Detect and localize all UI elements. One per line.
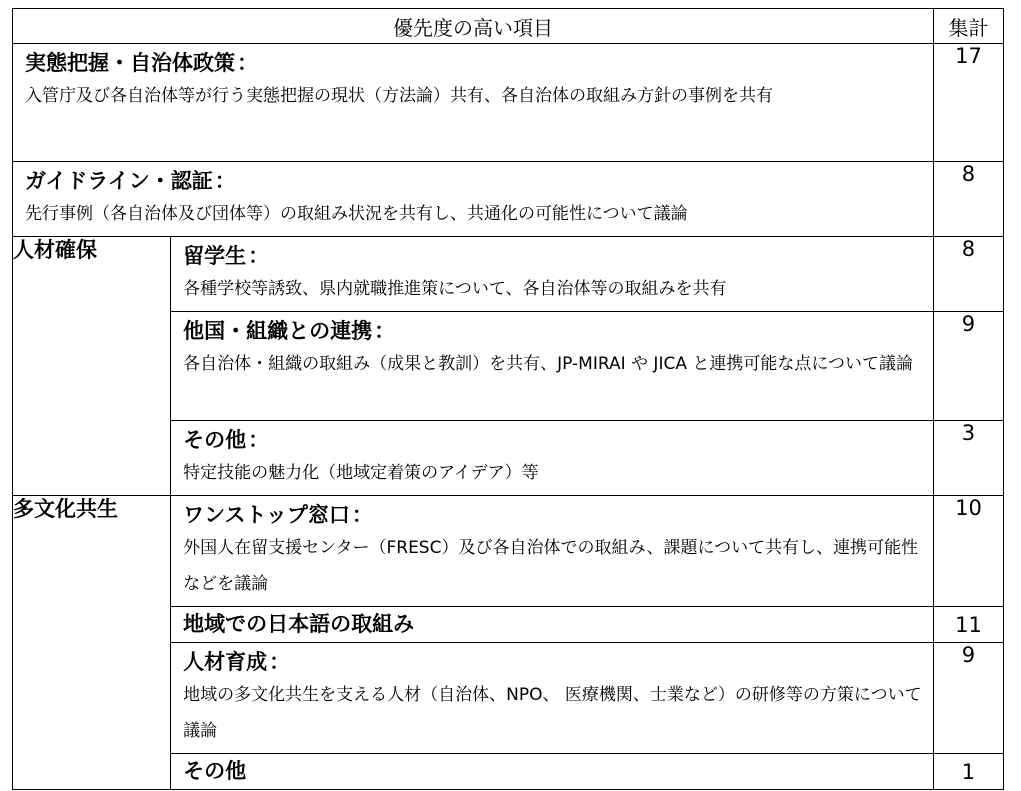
row-count: 9: [933, 643, 1003, 754]
row-cell: [171, 312, 934, 421]
row-title-colon: ：: [269, 650, 291, 674]
row-cell: [13, 162, 934, 237]
row-cell: [171, 421, 934, 496]
row-cell: [171, 754, 934, 790]
row-description: 先行事例（各自治体及び団体等）の取組み状況を共有し、共通化の可能性について議論: [25, 204, 688, 224]
row-title-colon: ：: [248, 244, 270, 268]
table-row: [13, 237, 1004, 312]
priority-table: [12, 8, 1004, 790]
row-count: 8: [933, 162, 1003, 237]
row-cell: [171, 237, 934, 312]
row-title: その他: [183, 759, 247, 783]
row-description: 入管庁及び各自治体等が行う実態把握の現状（方法論）共有、各自治体の取組み方針の事例を共有: [25, 86, 773, 106]
row-title: [13, 162, 933, 196]
row-title: [171, 496, 933, 530]
row-title: 地域での日本語の取組み: [183, 612, 415, 636]
row-title-colon: ：: [214, 169, 236, 193]
count-header: 集計: [933, 9, 1003, 44]
row-cell: [171, 607, 934, 643]
item-header: 優先度の高い項目: [13, 9, 934, 44]
row-count: 9: [933, 312, 1003, 421]
row-description: 特定技能の魅力化（地域定着策のアイデア）等: [183, 463, 539, 483]
row-title: [171, 312, 933, 346]
row-cell: [171, 496, 934, 607]
row-title-colon: ：: [248, 428, 270, 452]
row-count: 1: [933, 754, 1003, 790]
row-title: [171, 643, 933, 677]
row-title-text: ワンストップ窓口: [183, 503, 350, 527]
table-row: [13, 162, 1004, 237]
category-cell: 人材確保: [13, 237, 171, 496]
row-count: 11: [933, 607, 1003, 643]
table-row: [13, 496, 1004, 607]
row-cell: [13, 44, 934, 162]
row-cell: [171, 643, 934, 754]
row-description: 各自治体・組織の取組み（成果と教訓）を共有、JP-MIRAI や JICA と連携可能な点について議論: [183, 354, 914, 374]
row-count: 3: [933, 421, 1003, 496]
row-title: [13, 44, 933, 78]
row-title: [171, 237, 933, 271]
row-title-text: 留学生: [183, 244, 247, 268]
row-title-text: 他国・組織との連携: [183, 319, 373, 343]
row-title-colon: ：: [237, 51, 258, 75]
row-description: 地域の多文化共生を支える人材（自治体、NPO、 医療機関、士業など）の研修等の方策について議論: [183, 685, 922, 741]
category-cell: 多文化共生: [13, 496, 171, 790]
row-title: [171, 421, 933, 455]
row-title-colon: ：: [374, 319, 396, 343]
row-title-colon: ：: [351, 503, 373, 527]
row-title-text: 実態把握・自治体政策: [25, 51, 235, 75]
row-count: 10: [933, 496, 1003, 607]
row-title-text: ガイドライン・認証: [25, 169, 213, 193]
row-description: 各種学校等誘致、県内就職推進策について、各自治体等の取組みを共有: [183, 279, 727, 299]
row-count: 8: [933, 237, 1003, 312]
row-title-text: 人材育成: [183, 650, 268, 674]
row-title-text: その他: [183, 428, 247, 452]
row-count: 17: [933, 44, 1003, 162]
row-description: 外国人在留支援センター（FRESC）及び各自治体での取組み、課題について共有し、連携可能性などを議論: [183, 538, 919, 594]
table-row: [13, 44, 1004, 162]
header-row: [13, 9, 1004, 44]
